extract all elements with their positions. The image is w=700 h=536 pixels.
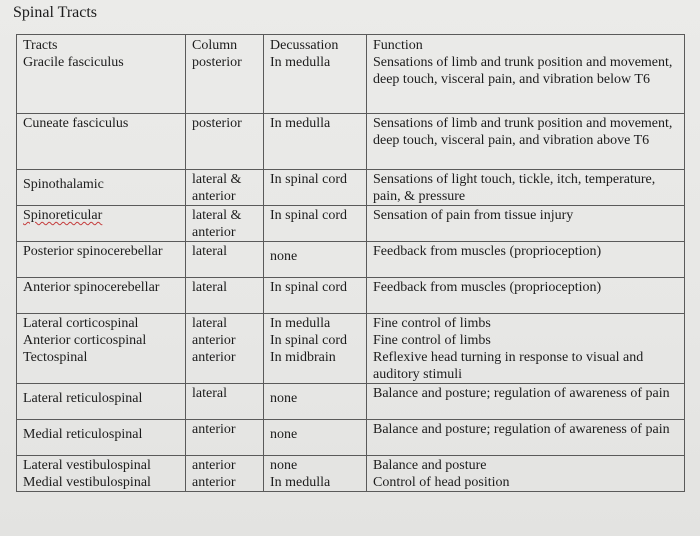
column-value: lateral: [192, 316, 227, 331]
decussation-cell: [264, 314, 367, 384]
tract-name: Lateral vestibulospinal: [23, 458, 151, 473]
table-row: [17, 35, 685, 114]
function-value: Sensations of light touch, tickle, itch, temperature, pain, & pressure: [367, 170, 685, 206]
column-cell: [186, 456, 264, 492]
column-value: anterior: [192, 458, 236, 473]
decussation-value: In spinal cord: [264, 206, 367, 242]
spinal-tracts-table: [16, 34, 685, 492]
table-row: [17, 278, 685, 314]
decussation-value: In spinal cord: [270, 333, 347, 348]
header-column: Column: [192, 38, 238, 53]
tract-name: Medial reticulospinal: [17, 420, 186, 456]
header-function: Function: [373, 38, 423, 53]
tract-name: Gracile fasciculus: [23, 55, 124, 70]
decussation-value: In medulla: [270, 475, 331, 490]
tract-name: Lateral corticospinal: [23, 316, 139, 331]
function-value: Balance and posture: [373, 458, 487, 473]
table-row: [17, 206, 685, 242]
table-row: [17, 242, 685, 278]
column-cell: [186, 35, 264, 114]
tract-cell: [17, 456, 186, 492]
decussation-cell: [264, 456, 367, 492]
function-cell: [367, 456, 685, 492]
column-value: anterior: [186, 420, 264, 456]
decussation-value: none: [264, 384, 367, 420]
decussation-value: In medulla: [264, 114, 367, 170]
function-value: Balance and posture; regulation of awareness of pain: [367, 420, 685, 456]
table-row: [17, 420, 685, 456]
tract-name: Cuneate fasciculus: [17, 114, 186, 170]
decussation-value: In spinal cord: [264, 170, 367, 206]
function-value: Reflexive head turning in response to visual and auditory stimuli: [373, 350, 644, 382]
tract-name: Lateral reticulospinal: [17, 384, 186, 420]
tract-name: Anterior corticospinal: [23, 333, 147, 348]
column-cell: [186, 314, 264, 384]
table-row: [17, 456, 685, 492]
decussation-value: In spinal cord: [264, 278, 367, 314]
decussation-value: In medulla: [270, 316, 331, 331]
function-cell: [367, 35, 685, 114]
function-value: Feedback from muscles (proprioception): [367, 242, 685, 278]
decussation-value: In medulla: [270, 55, 331, 70]
tract-name: Spinothalamic: [17, 170, 186, 206]
tract-name: Medial vestibulospinal: [23, 475, 151, 490]
function-value: Sensations of limb and trunk position and movement, deep touch, visceral pain, and vibration above T6: [367, 114, 685, 170]
tract-name: Tectospinal: [23, 350, 88, 365]
function-cell: [367, 314, 685, 384]
function-value: Control of head position: [373, 475, 510, 490]
header-decussation: Decussation: [270, 38, 339, 53]
function-value: Fine control of limbs: [373, 316, 491, 331]
column-value: lateral: [186, 278, 264, 314]
tract-name: Anterior spinocerebellar: [17, 278, 186, 314]
tract-name: Posterior spinocerebellar: [17, 242, 186, 278]
page-title: Spinal Tracts: [13, 4, 98, 21]
decussation-value: none: [264, 420, 367, 456]
column-value: posterior: [192, 55, 242, 70]
function-value: Feedback from muscles (proprioception): [367, 278, 685, 314]
column-value: anterior: [192, 333, 236, 348]
column-value: anterior: [192, 350, 236, 365]
function-value: Sensations of limb and trunk position and movement, deep touch, visceral pain, and vibration below T6: [373, 55, 673, 87]
column-value: lateral & anterior: [186, 170, 264, 206]
table-row: [17, 114, 685, 170]
decussation-value: In midbrain: [270, 350, 336, 365]
header-tracts: Tracts: [23, 38, 58, 53]
column-value: lateral: [186, 242, 264, 278]
decussation-value: none: [264, 242, 367, 278]
tract-cell: [17, 314, 186, 384]
table-row: [17, 314, 685, 384]
tract-cell: [17, 35, 186, 114]
column-value: lateral & anterior: [186, 206, 264, 242]
decussation-cell: [264, 35, 367, 114]
table-row: [17, 170, 685, 206]
function-value: Sensation of pain from tissue injury: [367, 206, 685, 242]
decussation-value: none: [270, 458, 298, 473]
function-value: Balance and posture; regulation of awareness of pain: [367, 384, 685, 420]
column-value: lateral: [186, 384, 264, 420]
column-value: anterior: [192, 475, 236, 490]
function-value: Fine control of limbs: [373, 333, 491, 348]
tract-name: Spinoreticular: [17, 206, 186, 242]
column-value: posterior: [186, 114, 264, 170]
table-row: [17, 384, 685, 420]
